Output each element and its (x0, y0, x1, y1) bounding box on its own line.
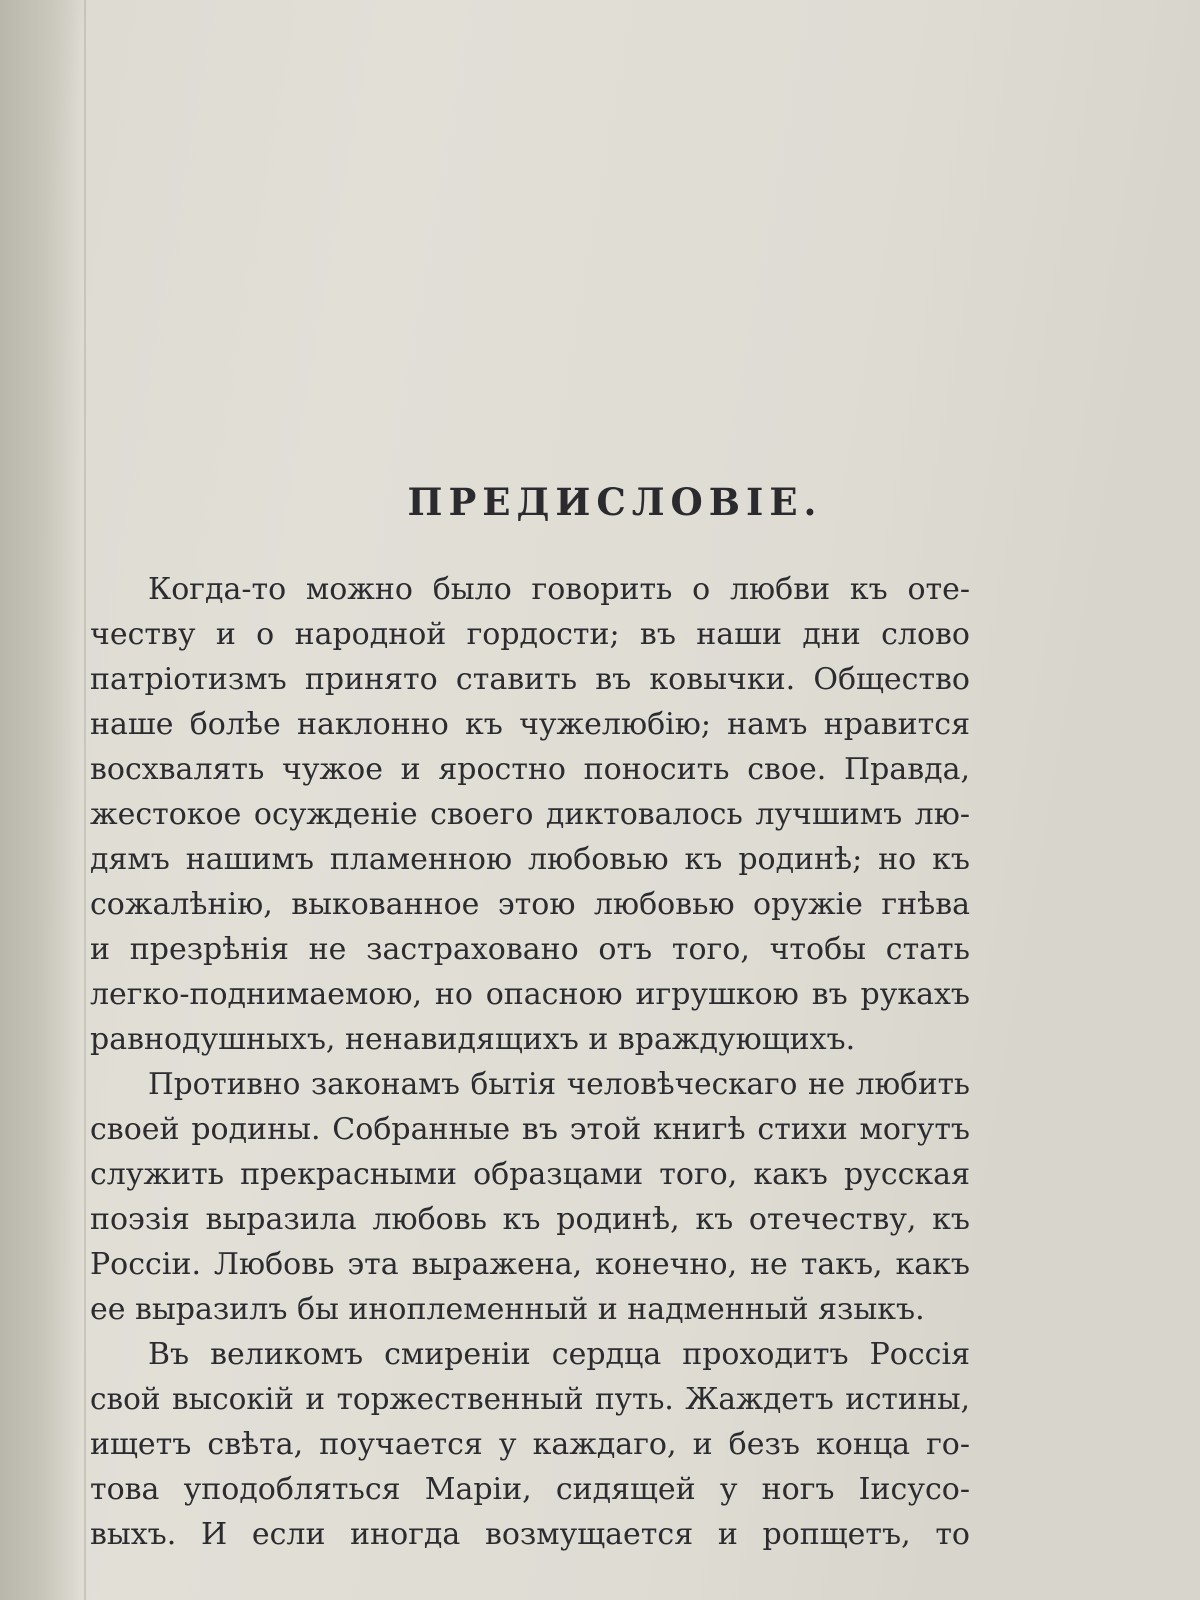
text-line: свой высокій и торжественный путь. Жаждетъ истины, (90, 1382, 970, 1416)
text-line: патріотизмъ принято ставить въ ковычки. Общество (90, 662, 970, 697)
text-line: выхъ. И если иногда возмущается и ропщетъ, то (90, 1517, 970, 1552)
text-line: поэзія выразила любовь къ родинѣ, къ отечеству, къ (90, 1202, 970, 1237)
text-line: служить прекрасными образцами того, какъ русская (90, 1157, 970, 1192)
spine-shadow (0, 0, 82, 1600)
text-line: жестокое осужденіе своего диктовалось лучшимъ лю- (90, 797, 970, 832)
paragraph-3 (90, 1332, 970, 1557)
preface-text (90, 567, 970, 1557)
text-line: наше болѣе наклонно къ чужелюбію; намъ нравится (90, 707, 970, 742)
text-line: Въ великомъ смиреніи сердца проходитъ Россія (148, 1337, 970, 1372)
paragraph-1 (90, 567, 970, 1062)
text-line: Противно законамъ бытія человѣческаго не любить (148, 1067, 970, 1101)
text-line: своей родины. Собранные въ этой книгѣ стихи могутъ (90, 1112, 970, 1147)
text-line: сожалѣнію, выкованное этою любовью оружіе гнѣва (90, 887, 970, 922)
text-line: и презрѣнія не застраховано отъ того, чтобы стать (90, 932, 970, 967)
page-fold (84, 0, 86, 1600)
text-line: ищетъ свѣта, поучается у каждаго, и безъ конца го- (90, 1427, 970, 1462)
text-line: равнодушныхъ, ненавидящихъ и враждующихъ. (90, 1022, 856, 1057)
page-title: ПРЕДИСЛОВІЕ. (407, 480, 823, 524)
text-line: восхвалять чужое и яростно поносить свое. Правда, (90, 752, 970, 787)
text-line: Россіи. Любовь эта выражена, конечно, не такъ, какъ (90, 1247, 970, 1282)
text-line: честву и о народной гордости; въ наши дни слово (90, 617, 970, 652)
paragraph-2 (90, 1062, 970, 1332)
text-line: Когда-то можно было говорить о любви къ оте- (148, 572, 970, 607)
text-line: легко-поднимаемою, но опасною игрушкою въ рукахъ (90, 977, 970, 1012)
text-line: това уподобляться Маріи, сидящей у ногъ Іисусо- (90, 1472, 970, 1507)
text-line: дямъ нашимъ пламенною любовью къ родинѣ; но къ (90, 842, 970, 877)
text-line: ее выразилъ бы иноплеменный и надменный языкъ. (90, 1292, 925, 1327)
